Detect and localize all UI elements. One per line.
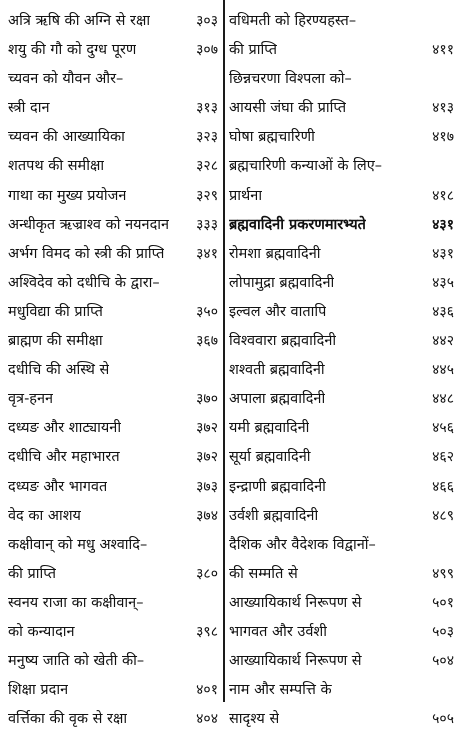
index-entry-page-number: ३१३	[196, 100, 218, 117]
index-entry-page-number: ३३३	[196, 216, 218, 233]
index-entry-title: स्वनय राजा का कक्षीवान्–	[8, 594, 144, 611]
index-entry-page-number: ३७०	[196, 391, 218, 408]
index-entry-title: की सम्मति से	[229, 565, 298, 582]
index-entry-title: अर्भग विमद को स्त्री की प्राप्ति	[8, 245, 165, 262]
index-entry	[229, 446, 454, 475]
index-column-right	[229, 10, 454, 737]
index-entry-page-number: ४४५	[432, 362, 454, 379]
index-entry-title: सादृश्य से	[229, 711, 280, 728]
index-entry-title: अत्रि ऋषि की अग्नि से रक्षा	[8, 13, 151, 29]
index-entry-title: की प्राप्ति	[8, 565, 56, 582]
index-entry-page-number: ३९८	[196, 623, 218, 640]
index-entry	[229, 359, 454, 388]
index-entry-title: च्यवन की आख्यायिका	[8, 129, 125, 146]
index-entry-page-number: ३६७	[196, 333, 218, 350]
index-entry	[229, 243, 454, 272]
index-entry	[229, 39, 454, 68]
index-entry	[8, 97, 218, 126]
index-entry	[229, 708, 454, 737]
index-entry-title: कक्षीवान् को मधु अश्वादि–	[8, 536, 148, 553]
index-entry-title: ब्रह्मवादिनी प्रकरणमारभ्यते	[229, 216, 366, 233]
index-entry-page-number: ४०४	[196, 711, 218, 728]
index-entry-title: आयसी जंघा की प्राप्ति	[229, 100, 347, 117]
index-entry-page-number: ४१८	[432, 187, 454, 204]
index-entry	[8, 592, 218, 621]
index-entry-page-number: ३२८	[196, 158, 218, 175]
index-entry	[229, 272, 454, 301]
index-entry-title: छिन्नचरणा विश्पला को–	[229, 71, 352, 88]
index-entry	[8, 10, 218, 39]
index-entry-title: मनुष्य जाति को खेती की–	[8, 653, 145, 670]
index-entry-title: लोपामुद्रा ब्रह्मवादिनी	[229, 274, 335, 291]
index-entry-title: विश्ववारा ब्रह्मवादिनी	[229, 333, 337, 350]
index-entry-title: शिक्षा प्रदान	[8, 682, 69, 699]
index-entry-title: दध्यङ और भागवत	[8, 478, 108, 495]
index-entry-page-number: ४१७	[432, 129, 454, 146]
index-entry-title: अश्विदेव को दधीचि के द्वारा–	[8, 274, 160, 291]
index-entry-page-number: ४४८	[432, 391, 454, 408]
index-entry	[8, 272, 218, 301]
index-entry	[229, 214, 454, 243]
index-entry	[229, 97, 454, 126]
index-column-left	[8, 10, 218, 737]
index-entry-title: सूर्या ब्रह्मवादिनी	[229, 449, 311, 466]
index-entry	[229, 592, 454, 621]
index-entry-title: वधिमती को हिरण्यहस्त–	[229, 13, 357, 29]
index-entry-page-number: ४९९	[432, 565, 454, 582]
index-entry	[8, 39, 218, 68]
index-entry-page-number: ३७२	[196, 420, 218, 437]
index-entry-page-number: ३०३	[196, 13, 218, 29]
index-entry-page-number: ४११	[432, 42, 454, 59]
index-entry-page-number: ४४२	[432, 333, 454, 350]
index-entry-title: वर्त्तिका की वृक से रक्षा	[8, 711, 128, 728]
index-entry	[229, 476, 454, 505]
index-entry-title: उर्वशी ब्रह्मवादिनी	[229, 507, 319, 524]
index-entry	[8, 330, 218, 359]
index-entry-page-number: ४६२	[432, 449, 454, 466]
index-entry-page-number: ४५६	[432, 420, 454, 437]
index-entry	[229, 330, 454, 359]
index-entry-page-number: ४१३	[432, 100, 454, 117]
index-entry-page-number: ४८९	[432, 507, 454, 524]
index-entry-page-number: ३७४	[196, 507, 218, 524]
index-entry-title: भागवत और उर्वशी	[229, 623, 328, 640]
index-entry-page-number: ४०१	[196, 682, 218, 699]
index-entry	[8, 446, 218, 475]
index-entry	[229, 126, 454, 155]
index-entry	[8, 476, 218, 505]
index-entry-title: दधीचि और महाभारत	[8, 449, 120, 466]
index-entry-page-number: ४६६	[432, 478, 454, 495]
index-entry-title: इन्द्राणी ब्रह्मवादिनी	[229, 478, 326, 495]
index-entry	[8, 243, 218, 272]
index-entry-title: दध्यङ और शाट्यायनी	[8, 420, 122, 437]
index-entry-title: इल्वल और वातापि	[229, 303, 327, 320]
index-entry-title: मधुविद्या की प्राप्ति	[8, 303, 103, 320]
index-entry	[8, 388, 218, 417]
index-entry-page-number: ४३१	[432, 245, 454, 262]
index-entry-title: रोमशा ब्रह्मवादिनी	[229, 245, 321, 262]
index-entry-page-number: ४३१	[432, 216, 454, 233]
index-entry	[8, 679, 218, 708]
index-entry	[8, 68, 218, 97]
index-entry-page-number: ४३६	[432, 303, 454, 320]
index-entry	[229, 650, 454, 679]
index-entry	[229, 68, 454, 97]
index-entry-title: च्यवन को यौवन और–	[8, 71, 124, 88]
index-entry	[229, 679, 454, 708]
index-entry-title: शतपथ की समीक्षा	[8, 158, 105, 175]
index-entry-title: वृत्र-हनन	[8, 391, 54, 408]
index-entry	[229, 621, 454, 650]
index-entry	[8, 708, 218, 737]
index-entry-page-number: ३७३	[196, 478, 218, 495]
index-entry-title: प्रार्थना	[229, 187, 263, 204]
index-entry	[8, 650, 218, 679]
index-entry-title: की प्राप्ति	[229, 42, 277, 59]
index-entry-page-number: ३०७	[196, 42, 218, 59]
index-entry	[8, 505, 218, 534]
index-entry-page-number: ३८०	[196, 565, 218, 582]
index-entry	[229, 534, 454, 563]
index-entry-title: शयु की गौ को दुग्ध पूरण	[8, 42, 137, 59]
index-entry	[229, 563, 454, 592]
index-entry	[8, 214, 218, 243]
index-entry-page-number: ५०१	[432, 594, 454, 611]
index-entry-page-number: ३२३	[196, 129, 218, 146]
index-entry-title: गाथा का मुख्य प्रयोजन	[8, 187, 127, 204]
index-entry-title: अपाला ब्रह्मवादिनी	[229, 391, 326, 408]
index-entry-page-number: ५०३	[432, 623, 454, 640]
index-entry-title: दैशिक और वैदेशक विद्वानों–	[229, 536, 376, 553]
index-entry	[8, 301, 218, 330]
index-entry	[8, 417, 218, 446]
index-entry-page-number: ५०५	[432, 711, 454, 728]
index-entry-title: घोषा ब्रह्मचारिणी	[229, 129, 315, 146]
index-entry	[229, 185, 454, 214]
index-entry-title: यमी ब्रह्मवादिनी	[229, 420, 310, 437]
index-entry	[8, 155, 218, 184]
index-entry	[8, 621, 218, 650]
index-entry-title: ब्राह्मण की समीक्षा	[8, 333, 103, 350]
index-entry	[229, 417, 454, 446]
index-entry-title: नाम और सम्पत्ति के	[229, 682, 332, 699]
index-entry-page-number: ३७२	[196, 449, 218, 466]
index-entry-title: अन्धीकृत ऋज्राश्व को नयनदान	[8, 216, 170, 233]
index-entry	[229, 388, 454, 417]
index-entry	[229, 10, 454, 39]
index-entry	[229, 155, 454, 184]
index-entry-title: शश्वती ब्रह्मवादिनी	[229, 362, 325, 379]
index-entry	[8, 534, 218, 563]
index-entry	[8, 185, 218, 214]
index-entry-page-number: ४३५	[432, 274, 454, 291]
index-entry	[8, 126, 218, 155]
index-entry-title: वेद का आशय	[8, 507, 81, 524]
index-entry-title: आख्यायिकार्थ निरूपण से	[229, 653, 362, 670]
index-entry-title: दधीचि की अस्थि से	[8, 362, 110, 379]
index-entry-page-number: ३२९	[196, 187, 218, 204]
index-entry-page-number: ३५०	[196, 303, 218, 320]
column-divider	[223, 0, 225, 702]
index-entry-page-number: ५०४	[432, 653, 454, 670]
index-entry-title: स्त्री दान	[8, 100, 50, 117]
index-entry	[229, 301, 454, 330]
index-entry-title: ब्रह्मचारिणी कन्याओं के लिए–	[229, 158, 382, 175]
index-entry	[229, 505, 454, 534]
index-entry	[8, 359, 218, 388]
index-entry-page-number: ३४१	[196, 245, 218, 262]
index-entry-title: को कन्यादान	[8, 623, 75, 640]
index-entry	[8, 563, 218, 592]
index-entry-title: आख्यायिकार्थ निरूपण से	[229, 594, 362, 611]
